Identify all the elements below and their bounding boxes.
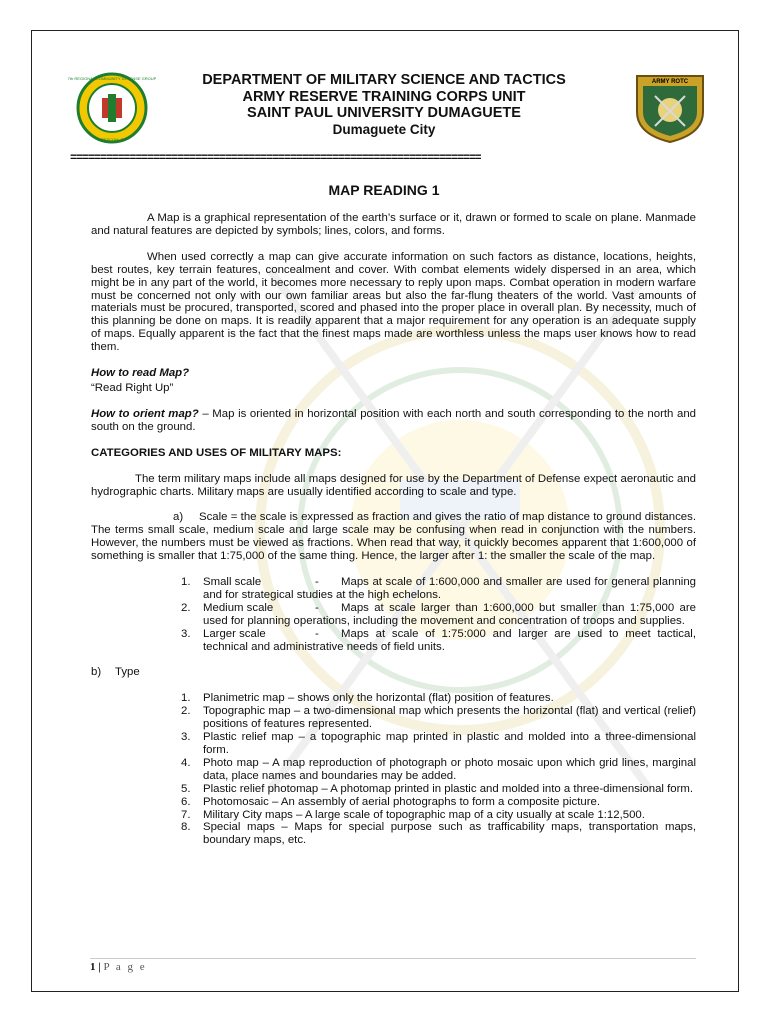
list-number: 2. <box>181 601 191 614</box>
scale-dash: - <box>315 576 319 589</box>
list-number: 8. <box>181 821 191 834</box>
page-word: P a g e <box>103 961 147 973</box>
scale-dash: - <box>315 627 319 640</box>
list-number: 1. <box>181 576 191 589</box>
list-item <box>181 731 696 757</box>
list-number: 7. <box>181 808 191 821</box>
type-desc: Planimetric map – shows only the horizontal (flat) position of features. <box>203 692 554 705</box>
how-orient-label: How to orient map? <box>91 407 199 420</box>
left-logo-ring-text: 7th REGIONAL COMMUNITY DEFENSE GROUP <box>68 76 156 81</box>
how-read-question <box>91 367 696 380</box>
footer-separator: | <box>95 961 104 973</box>
scale-paragraph <box>91 511 696 563</box>
department-line: DEPARTMENT OF MILITARY SCIENCE AND TACTICS <box>202 72 566 88</box>
scale-name: Larger scale <box>203 627 266 640</box>
page-footer <box>90 958 696 973</box>
how-orient-paragraph <box>91 408 696 434</box>
list-number: 2. <box>181 705 191 718</box>
scale-desc: Maps at scale larger than 1:600,000 but smaller than 1:75,000 are used for planning operations, including the movement and concentration of troops and supplies. <box>203 601 696 627</box>
scale-desc: Maps at scale of 1:75:000 and larger are used to meet tactical, technical and administrative needs of field units. <box>203 627 696 653</box>
type-list <box>181 692 696 847</box>
scale-list <box>181 576 696 653</box>
university-line: SAINT PAUL UNIVERSITY DUMAGUETE <box>247 105 521 121</box>
list-item <box>181 809 696 822</box>
scale-name: Small scale <box>203 576 262 589</box>
list-item <box>181 757 696 783</box>
list-item <box>181 705 696 731</box>
type-desc: Military City maps – A large scale of topographic map of a city usually at scale 1:12,500. <box>203 808 645 821</box>
right-logo-text: ARMY ROTC <box>651 79 689 85</box>
list-number: 5. <box>181 782 191 795</box>
how-read-label: How to read Map? <box>91 367 190 380</box>
list-item <box>181 602 696 628</box>
list-number: 6. <box>181 795 191 808</box>
type-desc: Plastic relief map – a topographic map printed in plastic and molded into a three-dimensional form. <box>203 731 696 756</box>
usage-paragraph: When used correctly a map can give accurate information on such factors as distance, locations, heights, best routes, key terrain features, concealment and cover. With combat elements widely dispersed in an area, which might be in any part of the world, it becomes more necessary to reply upon maps. Combat operation in modern warfare must be concerned not only with our own familiar areas but also the far-flung theaters of the world. Vast amounts of materials must be procured, transported, scored and phased into the proper place in overall plan. By necessity, much of this planning be done on maps. It is readily apparent that a major requirement for any operation is an adequate supply of maps. Equally apparent is the fact that the finest maps made are worthless unless the maps user knows how to read them. <box>91 250 696 354</box>
separator-line: ===================================================================== <box>70 152 481 165</box>
page-title: MAP READING 1 <box>328 182 440 198</box>
city-line: Dumaguete City <box>332 121 436 137</box>
list-item <box>181 821 696 847</box>
page-number: 1 <box>90 961 96 973</box>
document-body <box>91 212 696 860</box>
type-desc: Special maps – Maps for special purpose such as trafficability maps, transportation maps, boundary maps, etc. <box>203 821 696 847</box>
list-item <box>181 796 696 809</box>
type-heading <box>91 666 696 679</box>
corps-unit-line: ARMY RESERVE TRAINING CORPS UNIT <box>242 88 526 105</box>
how-orient-text: – Map is oriented in horizontal position with each north and south corresponding to the north and south on the ground. <box>91 407 697 433</box>
list-item <box>181 576 696 602</box>
letterhead <box>0 72 768 138</box>
type-text: Type <box>115 666 140 679</box>
list-number: 3. <box>181 731 191 744</box>
type-desc: Photomosaic – An assembly of aerial photographs to form a composite picture. <box>203 795 600 808</box>
scale-desc: Maps at scale of 1:600,000 and smaller are used for general planning and for strategical studies at the high echelons. <box>203 576 696 601</box>
list-number: 1. <box>181 692 191 705</box>
list-number: 3. <box>181 627 191 640</box>
type-label: b) <box>91 666 102 679</box>
intro-paragraph: A Map is a graphical representation of the earth’s surface or it, drawn or formed to scale on plane. Manmade and natural features are depicted by symbols; lines, colors, and forms. <box>91 212 696 237</box>
type-desc: Photo map – A map reproduction of photograph or photo mosaic upon which grid lines, marginal data, place names and boundaries may be added. <box>203 756 696 782</box>
categories-heading: CATEGORIES AND USES OF MILITARY MAPS: <box>91 446 342 459</box>
list-item <box>181 628 696 654</box>
scale-name: Medium scale <box>203 601 274 614</box>
list-item <box>181 783 696 796</box>
how-read-answer: “Read Right Up” <box>91 381 174 394</box>
list-item <box>181 692 696 705</box>
scale-dash: - <box>315 601 319 614</box>
categories-intro: The term military maps include all maps designed for use by the Department of Defense expect aeronautic and hydrographic charts. Military maps are usually identified according to scale and type. <box>91 472 696 498</box>
left-logo-sub-text: ARESCOM, PA <box>98 137 126 142</box>
list-number: 4. <box>181 756 191 769</box>
type-desc: Plastic relief photomap – A photomap printed in plastic and molded into a three-dimensional form. <box>203 782 694 795</box>
scale-text: Scale = the scale is expressed as fraction and gives the ratio of map distance to ground distances. The terms small scale, medium scale and large scale may be confusing when read in conjunction with the numbers. However, the numbers must be viewed as fractions. When read that way, it quickly becomes apparent that 1:600,000 of something is smaller that 1:75,000 of the same thing. Hence, the larger after 1: the smaller the scale of the map. <box>91 511 696 563</box>
type-desc: Topographic map – a two-dimensional map which presents the horizontal (flat) and vertical (relief) positions of features represented. <box>203 705 696 731</box>
scale-label: a) <box>173 511 184 524</box>
